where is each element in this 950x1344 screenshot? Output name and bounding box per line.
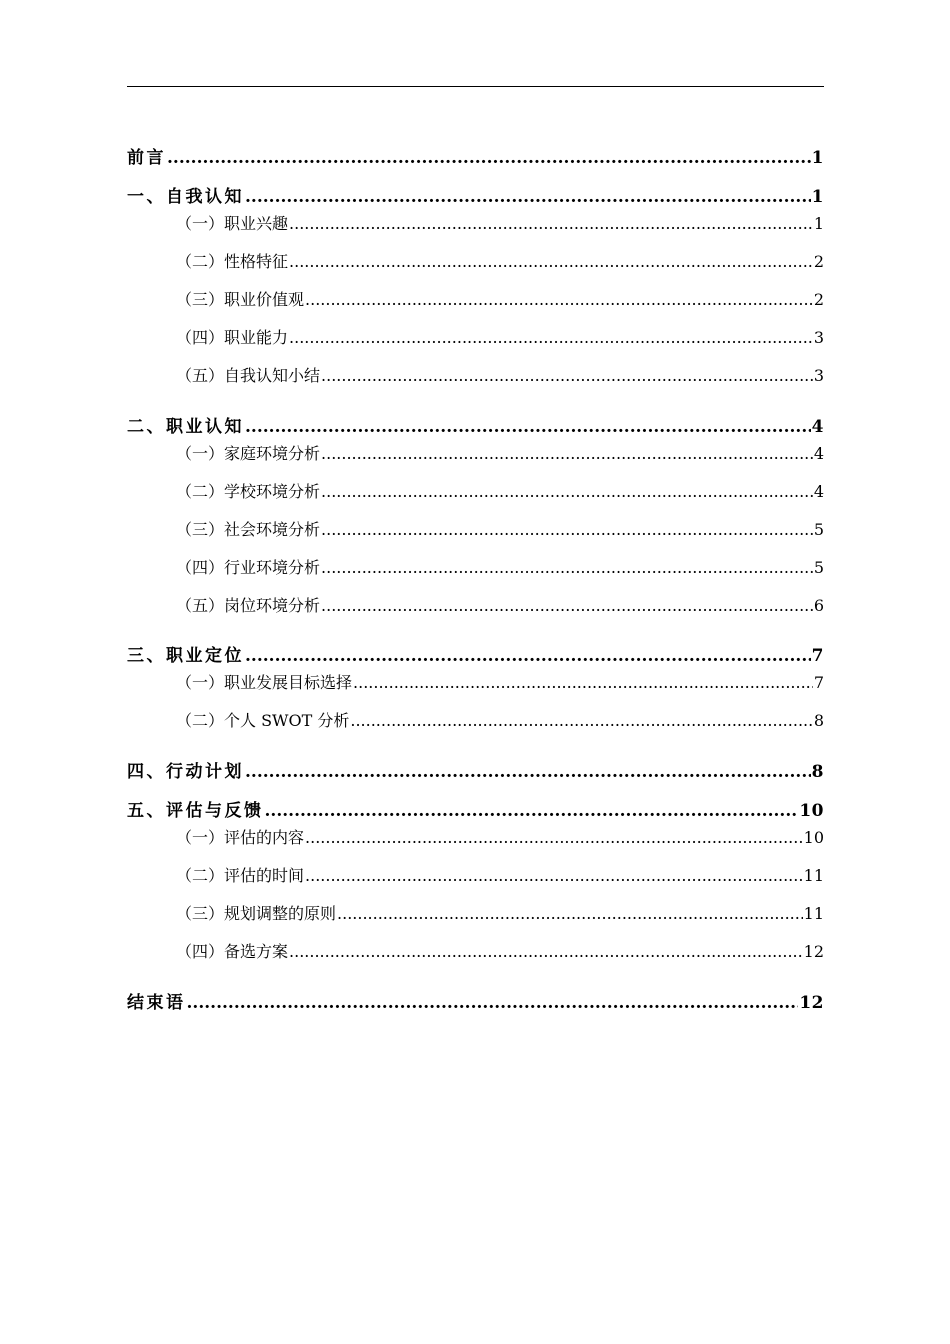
toc-entry[interactable] <box>176 555 824 578</box>
toc-entry[interactable] <box>127 182 824 207</box>
toc-entry-title: （一）评估的内容 <box>176 828 305 847</box>
toc-leader <box>305 866 803 885</box>
toc-entry[interactable] <box>176 517 824 540</box>
toc-entry-page: 1 <box>813 214 824 233</box>
toc-entry[interactable] <box>176 325 824 348</box>
toc-entry[interactable] <box>176 441 824 464</box>
toc-leader <box>337 904 803 923</box>
toc-leader <box>321 444 813 463</box>
toc-entry-page: 3 <box>813 328 824 347</box>
toc-leader <box>350 711 812 730</box>
toc-entry[interactable] <box>127 796 824 821</box>
toc-leader <box>305 290 813 309</box>
toc-entry[interactable] <box>176 479 824 502</box>
toc-leader <box>289 328 813 347</box>
toc-entry-title: （四）行业环境分析 <box>176 558 321 577</box>
toc-entry[interactable] <box>176 593 824 616</box>
toc-leader <box>187 993 799 1013</box>
toc-entry[interactable] <box>127 988 824 1013</box>
toc-leader <box>245 646 811 666</box>
toc-entry-title: 四、行动计划 <box>127 762 244 782</box>
toc-entry-title: （三）规划调整的原则 <box>176 904 337 923</box>
header-rule <box>127 86 824 87</box>
toc-entry-title: 五、评估与反馈 <box>127 801 264 821</box>
toc-entry-page: 1 <box>811 148 824 168</box>
toc-entry-page: 4 <box>811 417 824 437</box>
toc-entry-page: 3 <box>813 366 824 385</box>
toc-entry-page: 4 <box>813 482 824 501</box>
toc-entry[interactable] <box>176 708 824 731</box>
toc-leader <box>167 148 811 168</box>
toc-entry-page: 11 <box>803 904 824 923</box>
toc-leader <box>353 673 813 692</box>
toc-entry[interactable] <box>127 641 824 666</box>
toc-entry-page: 1 <box>811 187 824 207</box>
toc-leader <box>321 520 813 539</box>
toc-entry[interactable] <box>176 901 824 924</box>
toc-entry-title: （四）职业能力 <box>176 328 289 347</box>
toc-entry-title: （二）性格特征 <box>176 252 289 271</box>
toc-entry-title: （一）职业兴趣 <box>176 214 289 233</box>
toc-entry-page: 12 <box>803 942 824 961</box>
toc-entry-title: （一）家庭环境分析 <box>176 444 321 463</box>
toc-entry-page: 5 <box>813 558 824 577</box>
toc-entry[interactable] <box>127 143 824 168</box>
toc-entry[interactable] <box>127 412 824 437</box>
toc-leader <box>321 558 813 577</box>
toc-entry-page: 7 <box>813 673 824 692</box>
toc-leader <box>321 366 813 385</box>
toc-entry[interactable] <box>176 287 824 310</box>
toc-leader <box>321 482 813 501</box>
toc-entry-page: 5 <box>813 520 824 539</box>
toc-entry-page: 11 <box>803 866 824 885</box>
toc-entry-page: 2 <box>813 290 824 309</box>
toc-entry-title: 一、自我认知 <box>127 187 244 207</box>
toc-leader <box>321 596 813 615</box>
toc-entry-title: （五）岗位环境分析 <box>176 596 321 615</box>
toc-entry-title: （二）评估的时间 <box>176 866 305 885</box>
toc-entry-page: 12 <box>799 993 824 1013</box>
toc-leader <box>245 187 811 207</box>
toc-entry-page: 7 <box>811 646 824 666</box>
toc-entry-page: 2 <box>813 252 824 271</box>
toc-entry-page: 10 <box>803 828 824 847</box>
toc-entry[interactable] <box>176 211 824 234</box>
toc-leader <box>289 214 813 233</box>
toc-entry[interactable] <box>176 825 824 848</box>
toc-entry-title: （一）职业发展目标选择 <box>176 673 353 692</box>
toc-entry-page: 4 <box>813 444 824 463</box>
toc-leader <box>289 942 803 961</box>
toc-leader <box>245 417 811 437</box>
toc-entry-title: （三）社会环境分析 <box>176 520 321 539</box>
toc-leader <box>289 252 813 271</box>
toc-entry-page: 8 <box>813 711 824 730</box>
toc-leader <box>265 801 799 821</box>
toc-entry-title: （三）职业价值观 <box>176 290 305 309</box>
toc-entry-page: 6 <box>813 596 824 615</box>
toc-entry-title: 前言 <box>127 148 166 168</box>
toc-entry-title: （五）自我认知小结 <box>176 366 321 385</box>
toc-entry-title: 三、职业定位 <box>127 646 244 666</box>
toc-leader <box>245 762 811 782</box>
toc-entry[interactable] <box>176 249 824 272</box>
toc-leader <box>305 828 803 847</box>
toc-entry-title: （二）学校环境分析 <box>176 482 321 501</box>
toc-entry[interactable] <box>176 363 824 386</box>
toc-entry[interactable] <box>176 863 824 886</box>
toc-entry[interactable] <box>127 757 824 782</box>
toc-entry-title: （二）个人 SWOT 分析 <box>176 711 350 730</box>
toc-entry-title: （四）备选方案 <box>176 942 289 961</box>
toc-entry-page: 10 <box>799 801 824 821</box>
toc-entry-title: 结束语 <box>127 993 186 1013</box>
toc-entry-title: 二、职业认知 <box>127 417 244 437</box>
toc-entry[interactable] <box>176 939 824 962</box>
toc-entry-page: 8 <box>811 762 824 782</box>
toc-entry[interactable] <box>176 670 824 693</box>
